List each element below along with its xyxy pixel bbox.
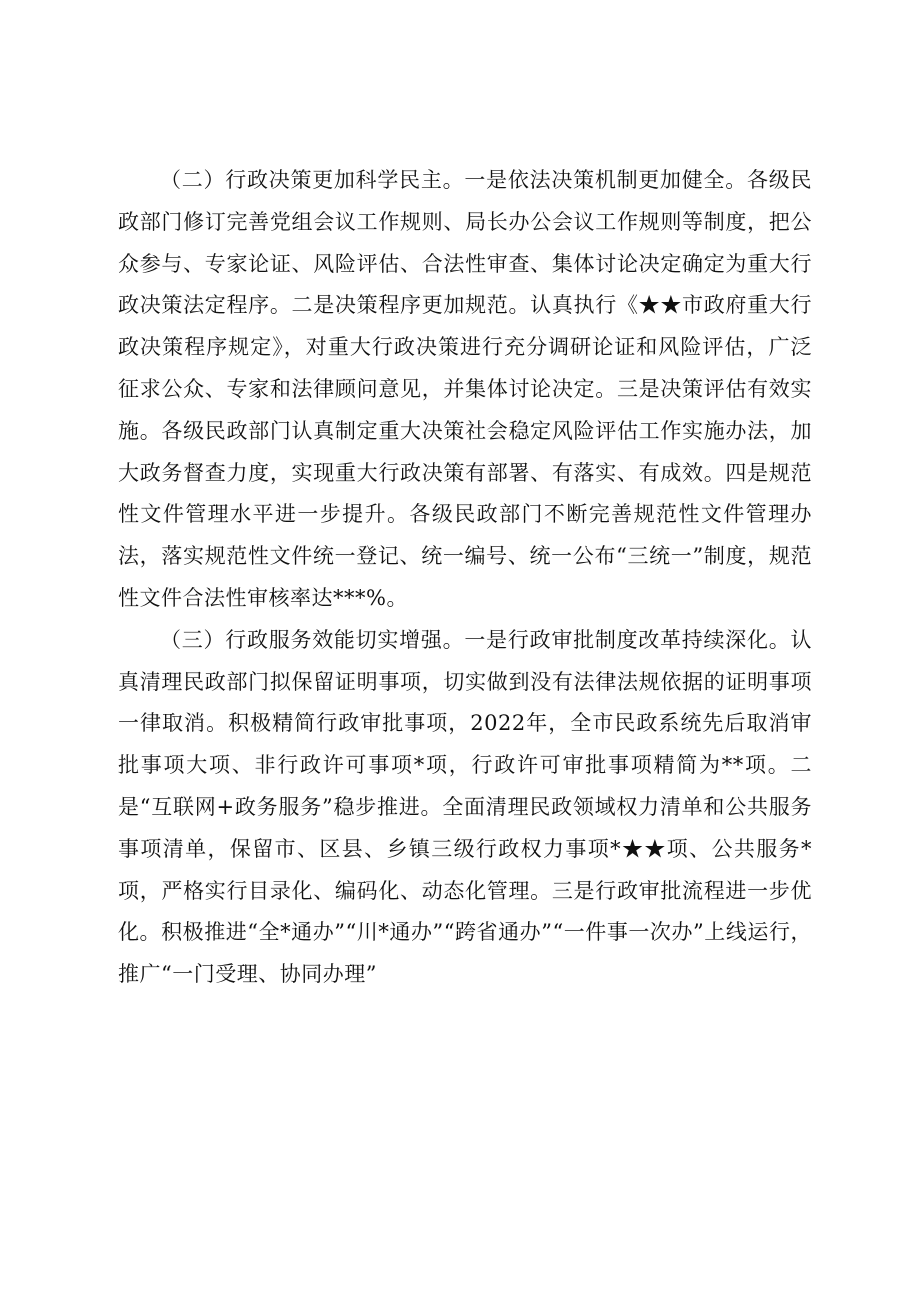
paragraph-administrative-decision: （二）行政决策更加科学民主。一是依法决策机制更加健全。各级民政部门修订完善党组会议工作规则、局长办公会议工作规则等制度，把公众参与、专家论证、风险评估、合法性审查、集体讨论决定确定为重大行政决策法定程序。二是决策程序更加规范。认真执行《★★市政府重大行政决策程序规定》，对重大行政决策进行充分调研论证和风险评估，广泛征求公众、专家和法律顾问意见，并集体讨论决定。三是决策评估有效实施。各级民政部门认真制定重大决策社会稳定风险评估工作实施办法，加大政务督查力度，实现重大行政决策有部署、有落实、有成效。四是规范性文件管理水平进一步提升。各级民政部门不断完善规范性文件管理办法，落实规范性文件统一登记、统一编号、统一公布“三统一”制度，规范性文件合法性审核率达***%。 (118, 168, 812, 610)
paragraph-administrative-service: （三）行政服务效能切实增强。一是行政审批制度改革持续深化。认真清理民政部门拟保留证明事项，切实做到没有法律法规依据的证明事项一律取消。积极精简行政审批事项，2022年，全市民政系统先后取消审批事项大项、非行政许可事项*项，行政许可审批事项精简为**项。二是“互联网+政务服务”稳步推进。全面清理民政领域权力清单和公共服务事项清单，保留市、区县、乡镇三级行政权力事项*★★项、公共服务*项，严格实行目录化、编码化、动态化管理。三是行政审批流程进一步优化。积极推进“全*通办”“川*通办”“跨省通办”“一件事一次办”上线运行，推广“一门受理、协同办理” (118, 627, 812, 987)
document-body (118, 160, 812, 996)
